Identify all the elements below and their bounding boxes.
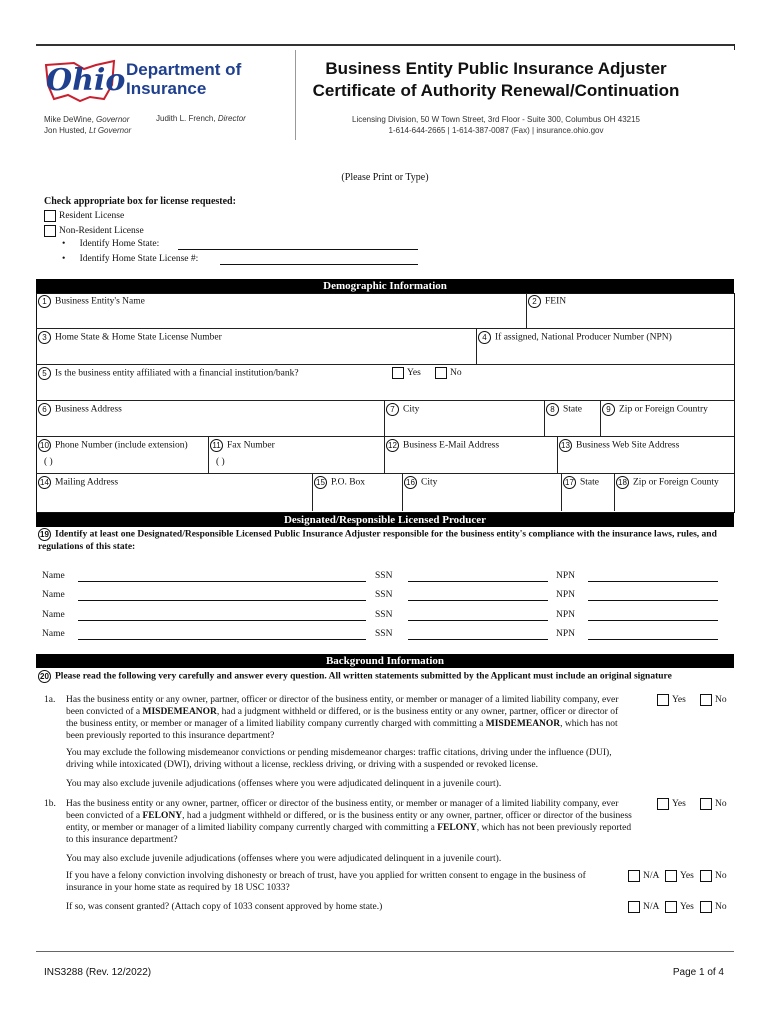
producer-npn-input[interactable] <box>588 581 718 582</box>
affiliation-no-checkbox[interactable] <box>435 367 447 379</box>
contact-line: 1-614-644-2665 | 1-614-387-0087 (Fax) | insurance.ohio.gov <box>388 126 604 135</box>
nonresident-license-option[interactable] <box>44 225 144 237</box>
division-address <box>296 114 696 136</box>
lt-governor-name: Jon Husted, <box>44 126 87 135</box>
field-fax[interactable]: 11 Fax Number <box>210 439 275 452</box>
producer-npn-input[interactable] <box>588 639 718 640</box>
field-state[interactable]: 8 State <box>546 403 582 416</box>
field-website[interactable]: 13 Business Web Site Address <box>559 439 679 452</box>
producer-npn-label: NPN <box>556 590 576 600</box>
affiliation-yes-checkbox[interactable] <box>392 367 404 379</box>
field-mailing-state[interactable]: 17 State <box>563 476 599 489</box>
background-heading: Background Information <box>36 654 734 668</box>
background-instruction: 20 Please read the following very carefully and answer every question. All written statements submitted by the Applicant must include an original signature <box>38 670 730 683</box>
director-title: Director <box>217 114 246 123</box>
check-heading: Check appropriate box for license requested: <box>44 196 236 207</box>
governor-title: Governor <box>96 115 130 124</box>
field-business-name[interactable]: 1 Business Entity's Name <box>38 295 145 308</box>
header-top-rule <box>36 44 734 46</box>
producer-ssn-input[interactable] <box>408 639 548 640</box>
field-phone[interactable]: 10 Phone Number (include extension) <box>38 439 188 452</box>
producer-ssn-input[interactable] <box>408 581 548 582</box>
field-email[interactable]: 12 Business E-Mail Address <box>386 439 499 452</box>
consent-granted-question: If so, was consent granted? (Attach copy of 1033 consent approved by home state.) <box>66 902 383 912</box>
page-number: Page 1 of 4 <box>672 967 724 978</box>
consent-no[interactable]: No <box>700 901 727 913</box>
felony-na-checkbox[interactable] <box>628 870 640 882</box>
q1b-note: You may also exclude juvenile adjudications (offenses where you were adjudicated delinquent in a juvenile court). <box>66 854 502 864</box>
address-line: Licensing Division, 50 W Town Street, 3rd Floor - Suite 300, Columbus OH 43215 <box>352 115 640 124</box>
felony-yes-checkbox[interactable] <box>665 870 677 882</box>
governor-name: Mike DeWine, <box>44 115 94 124</box>
producer-name-input[interactable] <box>78 620 366 621</box>
q1a-yes-checkbox[interactable] <box>657 694 669 706</box>
form-title <box>296 58 696 102</box>
producer-ssn-label: SSN <box>375 629 393 639</box>
home-state-input[interactable] <box>178 249 418 250</box>
producer-name-label: Name <box>42 610 65 620</box>
field-home-state-license[interactable]: 3 Home State & Home State License Number <box>38 331 222 344</box>
producer-name-label: Name <box>42 590 65 600</box>
dept-line-1: Department of <box>126 60 242 79</box>
consent-yes[interactable]: Yes <box>665 901 694 913</box>
producer-npn-input[interactable] <box>588 600 718 601</box>
q1b-yes-checkbox[interactable] <box>657 798 669 810</box>
dept-line-2: Insurance <box>126 79 207 98</box>
q1b-no[interactable]: No <box>700 798 727 810</box>
demographic-heading: Demographic Information <box>36 279 734 293</box>
producer-name-label: Name <box>42 629 65 639</box>
producer-name-label: Name <box>42 571 65 581</box>
producer-ssn-input[interactable] <box>408 600 548 601</box>
producer-name-input[interactable] <box>78 639 366 640</box>
consent-na-checkbox[interactable] <box>628 901 640 913</box>
q1a-no-checkbox[interactable] <box>700 694 712 706</box>
logo-text: Ohio <box>46 63 126 98</box>
field-zip[interactable]: 9 Zip or Foreign Country <box>602 403 708 416</box>
field-mailing-city[interactable]: 16 City <box>404 476 437 489</box>
consent-na[interactable]: N/A <box>628 901 659 913</box>
footer-rule <box>36 951 734 952</box>
felony-consent-question: If you have a felony conviction involving dishonesty or breach of trust, have you applied for written consent to engage in the business of insurance in your home state as required by 18 USC 1033? <box>66 871 586 893</box>
resident-checkbox[interactable] <box>44 210 56 222</box>
form-id: INS3288 (Rev. 12/2022) <box>44 967 152 978</box>
field-affiliation-question: 5 Is the business entity affiliated with a financial institution/bank? <box>38 367 299 380</box>
producer-ssn-input[interactable] <box>408 620 548 621</box>
title-line-1: Business Entity Public Insurance Adjuster <box>325 59 667 78</box>
home-state-item: • Identify Home State: <box>62 239 160 249</box>
producer-npn-label: NPN <box>556 629 576 639</box>
q1a-text: Has the business entity or any owner, partner, officer or director of the business entity, or member or manager of a limited liability company, ever been convicted of a MISDEMEANOR, had a judgment withheld or differed, or is the business entity or any owner, partner, officer or director of the business entity, or member or manager of a limited liability company currently charged with committing a MISDEMEANOR, which has not been previously reported to this insurance department? <box>66 695 619 741</box>
q1b-no-checkbox[interactable] <box>700 798 712 810</box>
q1b-yes[interactable]: Yes <box>657 798 686 810</box>
officials-right <box>156 114 246 123</box>
print-note: (Please Print or Type) <box>341 172 429 183</box>
nonresident-label: Non-Resident License <box>59 226 144 237</box>
affiliation-yes[interactable]: Yes <box>392 367 421 379</box>
producer-npn-input[interactable] <box>588 620 718 621</box>
felony-no[interactable]: No <box>700 870 727 882</box>
field-npn[interactable]: 4 If assigned, National Producer Number (NPN) <box>478 331 672 344</box>
designated-heading: Designated/Responsible Licensed Producer <box>36 513 734 527</box>
home-license-item: • Identify Home State License #: <box>62 254 199 264</box>
q1a-number: 1a. <box>44 695 56 705</box>
ohio-logo <box>40 55 126 105</box>
producer-npn-label: NPN <box>556 610 576 620</box>
designated-instruction: 19 Identify at least one Designated/Responsible Licensed Public Insurance Adjuster responsible for the business entity's compliance with the insurance laws, rules, and regulations of this state: <box>38 529 717 552</box>
producer-name-input[interactable] <box>78 600 366 601</box>
producer-ssn-label: SSN <box>375 571 393 581</box>
producer-name-input[interactable] <box>78 581 366 582</box>
felony-no-checkbox[interactable] <box>700 870 712 882</box>
title-line-2: Certificate of Authority Renewal/Continuation <box>312 81 680 100</box>
lt-governor-title: Lt Governor <box>88 126 132 135</box>
producer-npn-label: NPN <box>556 571 576 581</box>
felony-na[interactable]: N/A <box>628 870 659 882</box>
resident-license-option[interactable] <box>44 210 124 222</box>
q1b-number: 1b. <box>44 799 56 809</box>
director-name: Judith L. French, <box>156 114 216 123</box>
officials-left <box>44 114 131 136</box>
home-license-input[interactable] <box>220 264 418 265</box>
phone-paren: ( ) <box>44 457 53 467</box>
q1a-yes[interactable]: Yes <box>657 694 686 706</box>
field-mailing-address[interactable]: 14 Mailing Address <box>38 476 118 489</box>
home-license-label: Identify Home State License #: <box>79 254 199 264</box>
field-fein[interactable]: 2 FEIN <box>528 295 566 308</box>
producer-ssn-label: SSN <box>375 610 393 620</box>
q1a-no[interactable]: No <box>700 694 727 706</box>
nonresident-checkbox[interactable] <box>44 225 56 237</box>
consent-yes-checkbox[interactable] <box>665 901 677 913</box>
q1a-note-2: You may also exclude juvenile adjudications (offenses where you were adjudicated delinquent in a juvenile court). <box>66 779 502 789</box>
consent-no-checkbox[interactable] <box>700 901 712 913</box>
field-po-box[interactable]: 15 P.O. Box <box>314 476 365 489</box>
field-city[interactable]: 7 City <box>386 403 419 416</box>
home-state-label: Identify Home State: <box>79 239 160 249</box>
dept-name <box>126 60 241 98</box>
producer-ssn-label: SSN <box>375 590 393 600</box>
field-business-address[interactable]: 6 Business Address <box>38 403 122 416</box>
q1b-text: Has the business entity or any owner, partner, officer or director of the business entity, or member or manager of a limited liability company, ever been convicted of a FELONY, had a judgment withheld or differed, or is the business entity or any owner, partner, officer or director of the business entity, or member or manager of a limited liability company currently charged with committing a FELONY, which has not been previously reported to this insurance department? <box>66 799 632 845</box>
resident-label: Resident License <box>59 211 125 222</box>
field-mailing-zip[interactable]: 18 Zip or Foreign County <box>616 476 719 489</box>
affiliation-no[interactable]: No <box>435 367 462 379</box>
felony-yes[interactable]: Yes <box>665 870 694 882</box>
header-top-tick <box>734 44 735 50</box>
fax-paren: ( ) <box>216 457 225 467</box>
q1a-note-1: You may exclude the following misdemeanor convictions or pending misdemeanor charges: traffic citations, driving under the influence (DUI), driving while intoxicated (DWI), driving without a license, reckless driving, or driving with a suspended or revoked license. <box>66 748 612 770</box>
